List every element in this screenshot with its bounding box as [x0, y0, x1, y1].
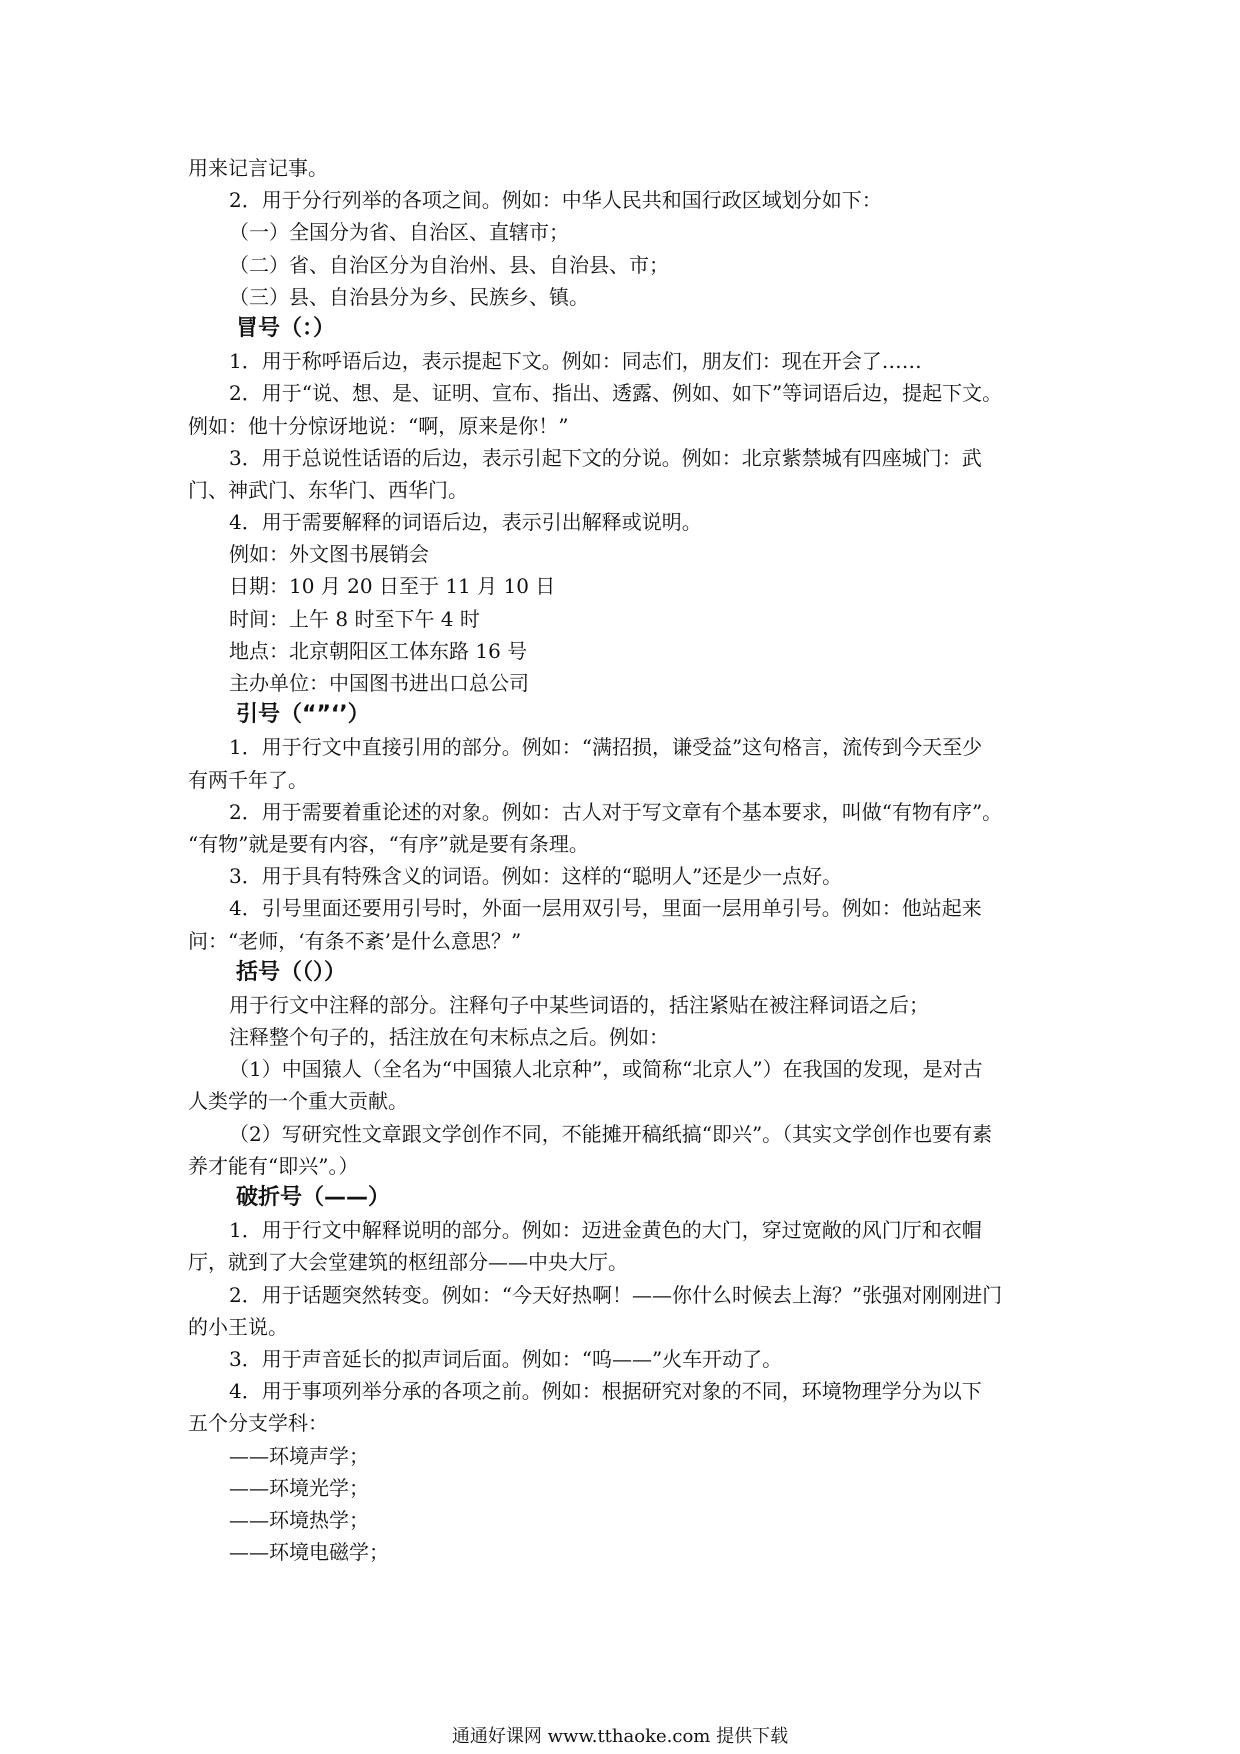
text-line: 3．用于声音延长的拟声词后面。例如：“呜——”火车开动了。 [229, 1346, 783, 1371]
section-heading: 括号（（）） [236, 959, 347, 985]
text-line: 注释整个句子的，括注放在句末标点之后。例如： [229, 1025, 669, 1050]
text-line: 2．用于“说、想、是、证明、宣布、指出、透露、例如、如下”等词语后边，提起下文。 [229, 381, 1003, 406]
text-line: 用于行文中注释的部分。注释句子中某些词语的，括注紧贴在被注释词语之后； [229, 992, 929, 1017]
text-line: 五个分支学科： [188, 1411, 328, 1436]
text-line: 用来记言记事。 [188, 156, 328, 180]
text-line: 的小王说。 [188, 1314, 288, 1339]
text-line: 例如：他十分惊讶地说：“啊，原来是你！” [188, 413, 569, 438]
text-line: 养才能有“即兴”。） [188, 1153, 359, 1178]
text-line: 2．用于分行列举的各项之间。例如：中华人民共和国行政区域划分如下： [229, 188, 882, 213]
text-line: 1．用于行文中直接引用的部分。例如：“满招损，谦受益”这句格言，流传到今天至少 [229, 735, 983, 760]
text-line: 地点：北京朝阳区工体东路 16 号 [229, 638, 528, 663]
text-line: 2．用于话题突然转变。例如：“今天好热啊！——你什么时候去上海？”张强对刚刚进门 [229, 1282, 1003, 1307]
text-line: 2．用于需要着重论述的对象。例如：古人对于写文章有个基本要求，叫做“有物有序”。 [229, 799, 1003, 824]
text-line: 日期：10 月 20 日至于 11 月 10 日 [229, 574, 556, 599]
section-heading: 破折号（——） [236, 1185, 391, 1210]
section-heading: 引号（“”‘’） [236, 702, 370, 728]
text-line: 主办单位：中国图书进出口总公司 [229, 671, 529, 695]
text-line: （三）县、自治县分为乡、民族乡、镇。 [229, 284, 589, 309]
text-line: 1．用于行文中解释说明的部分。例如：迈进金黄色的大门，穿过宽敞的风门厅和衣帽 [229, 1218, 982, 1243]
text-line: （一）全国分为省、自治区、直辖市； [229, 220, 569, 245]
text-line: 3．用于总说性话语的后边，表示引起下文的分说。例如：北京紫禁城有四座城门：武 [229, 445, 982, 470]
document-body [188, 152, 1078, 1568]
text-line: （二）省、自治区分为自治州、县、自治县、市； [229, 252, 669, 277]
text-line: ——环境热学； [229, 1507, 369, 1532]
text-line: “有物”就是要有内容，“有序”就是要有条理。 [188, 831, 589, 856]
section-heading: 冒号（：） [236, 315, 336, 341]
text-line: （1）中国猿人（全名为“中国猿人北京种”，或简称“北京人”）在我国的发现，是对古 [229, 1057, 983, 1082]
text-line: 门、神武门、东华门、西华门。 [188, 477, 468, 502]
text-line: 例如：外文图书展销会 [229, 542, 429, 567]
text-line: 厅，就到了大会堂建筑的枢纽部分——中央大厅。 [188, 1250, 628, 1275]
text-line: 4．用于事项列举分承的各项之前。例如：根据研究对象的不同，环境物理学分为以下 [229, 1379, 982, 1404]
text-line: ——环境光学； [229, 1475, 369, 1500]
text-line: 人类学的一个重大贡献。 [188, 1089, 408, 1114]
text-line: 1．用于称呼语后边，表示提起下文。例如：同志们，朋友们：现在开会了…… [229, 349, 922, 374]
text-line: ——环境声学； [229, 1443, 369, 1468]
text-line: 有两千年了。 [188, 767, 308, 792]
text-line: 4．用于需要解释的词语后边，表示引出解释或说明。 [229, 510, 702, 535]
text-line: 问：“老师，‘有条不紊’是什么意思？” [188, 928, 522, 953]
page-footer: 通通好课网 www.tthaoke.com 提供下载 [451, 1726, 789, 1747]
text-line: （2）写研究性文章跟文学创作不同，不能摊开稿纸搞“即兴”。（其实文学创作也要有素 [229, 1121, 993, 1146]
text-line: 4．引号里面还要用引号时，外面一层用双引号，里面一层用单引号。例如：他站起来 [229, 896, 982, 921]
text-line: ——环境电磁学； [229, 1540, 389, 1565]
text-line: 3．用于具有特殊含义的词语。例如：这样的“聪明人”还是少一点好。 [229, 864, 843, 889]
text-line: 时间：上午 8 时至下午 4 时 [229, 606, 480, 631]
